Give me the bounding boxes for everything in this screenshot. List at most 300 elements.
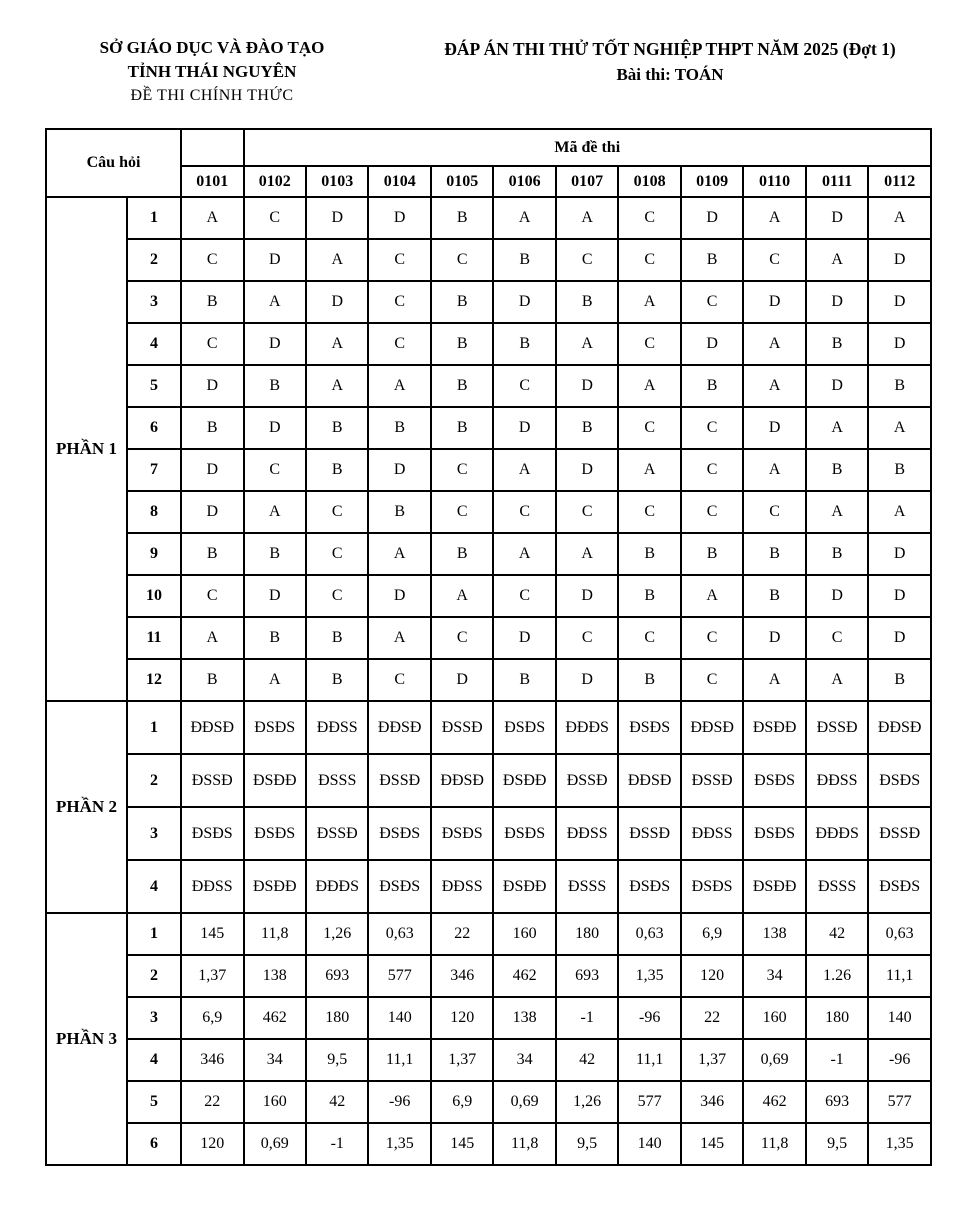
answer-cell: ĐĐSS bbox=[431, 860, 493, 913]
answer-cell: 1,37 bbox=[181, 955, 243, 997]
answer-cell: A bbox=[618, 365, 680, 407]
table-row bbox=[46, 491, 931, 533]
answer-cell: 1,35 bbox=[368, 1123, 430, 1165]
answer-cell: 22 bbox=[431, 913, 493, 955]
answer-cell: C bbox=[368, 281, 430, 323]
answer-cell: C bbox=[618, 197, 680, 239]
answer-cell: A bbox=[743, 449, 805, 491]
answer-cell: B bbox=[431, 407, 493, 449]
section-label: PHẦN 1 bbox=[46, 197, 127, 701]
answer-cell: C bbox=[306, 575, 368, 617]
answer-cell: C bbox=[431, 617, 493, 659]
answer-cell: A bbox=[743, 323, 805, 365]
answer-cell: A bbox=[556, 197, 618, 239]
table-row bbox=[46, 449, 931, 491]
exam-code-header: 0104 bbox=[368, 166, 430, 197]
table-row bbox=[46, 701, 931, 754]
answer-table-wrapper bbox=[45, 128, 932, 1166]
answer-cell: 160 bbox=[493, 913, 555, 955]
exam-code-header: 0105 bbox=[431, 166, 493, 197]
answer-cell: D bbox=[681, 197, 743, 239]
exam-code-header: 0109 bbox=[681, 166, 743, 197]
org-line-1: SỞ GIÁO DỤC VÀ ĐÀO TẠO bbox=[99, 38, 325, 57]
answer-cell: ĐSĐS bbox=[493, 701, 555, 754]
answer-cell: A bbox=[368, 533, 430, 575]
answer-cell: 11,8 bbox=[493, 1123, 555, 1165]
answer-cell: B bbox=[368, 407, 430, 449]
answer-cell: B bbox=[181, 533, 243, 575]
answer-cell: C bbox=[618, 407, 680, 449]
answer-cell: A bbox=[306, 323, 368, 365]
answer-cell: 11,1 bbox=[868, 955, 931, 997]
answer-cell: A bbox=[868, 491, 931, 533]
answer-cell: 180 bbox=[556, 913, 618, 955]
exam-subject: Bài thi: TOÁN bbox=[616, 65, 724, 84]
answer-cell: ĐSĐS bbox=[743, 807, 805, 860]
answer-cell: A bbox=[431, 575, 493, 617]
answer-cell: ĐĐSS bbox=[306, 701, 368, 754]
answer-cell: D bbox=[806, 365, 868, 407]
answer-cell: C bbox=[306, 533, 368, 575]
question-number: 6 bbox=[127, 407, 181, 449]
org-line-2: TỈNH THÁI NGUYÊN bbox=[127, 62, 297, 81]
answer-cell: ĐĐSĐ bbox=[181, 701, 243, 754]
answer-cell: 462 bbox=[743, 1081, 805, 1123]
answer-cell: B bbox=[556, 281, 618, 323]
answer-cell: 1,26 bbox=[556, 1081, 618, 1123]
answer-cell: ĐĐSĐ bbox=[431, 754, 493, 807]
answer-cell: 0,63 bbox=[368, 913, 430, 955]
answer-cell: 34 bbox=[493, 1039, 555, 1081]
table-row bbox=[46, 1081, 931, 1123]
question-number: 5 bbox=[127, 1081, 181, 1123]
table-row bbox=[46, 617, 931, 659]
section-label: PHẦN 2 bbox=[46, 701, 127, 913]
answer-cell: B bbox=[868, 365, 931, 407]
table-row bbox=[46, 323, 931, 365]
answer-cell: 145 bbox=[181, 913, 243, 955]
answer-cell: 120 bbox=[681, 955, 743, 997]
answer-cell: C bbox=[681, 617, 743, 659]
answer-cell: D bbox=[743, 407, 805, 449]
answer-cell: A bbox=[493, 197, 555, 239]
table-row bbox=[46, 197, 931, 239]
answer-cell: B bbox=[618, 575, 680, 617]
answer-cell: D bbox=[868, 533, 931, 575]
answer-cell: ĐSĐS bbox=[244, 701, 306, 754]
section-label: PHẦN 3 bbox=[46, 913, 127, 1165]
answer-cell: 346 bbox=[431, 955, 493, 997]
answer-cell: B bbox=[181, 281, 243, 323]
answer-cell: A bbox=[618, 449, 680, 491]
answer-cell: B bbox=[431, 281, 493, 323]
answer-cell: B bbox=[306, 659, 368, 701]
answer-cell: B bbox=[431, 365, 493, 407]
question-column-header: Câu hỏi bbox=[46, 129, 181, 197]
answer-cell: 9,5 bbox=[806, 1123, 868, 1165]
answer-cell: C bbox=[618, 239, 680, 281]
answer-cell: B bbox=[681, 533, 743, 575]
table-row bbox=[46, 239, 931, 281]
answer-cell: ĐĐSS bbox=[806, 754, 868, 807]
answer-cell: C bbox=[368, 659, 430, 701]
answer-cell: ĐSSĐ bbox=[681, 754, 743, 807]
answer-cell: 11,8 bbox=[743, 1123, 805, 1165]
answer-cell: C bbox=[493, 365, 555, 407]
answer-cell: D bbox=[244, 575, 306, 617]
answer-cell: C bbox=[181, 239, 243, 281]
answer-cell: 6,9 bbox=[431, 1081, 493, 1123]
answer-cell: B bbox=[743, 533, 805, 575]
question-number: 7 bbox=[127, 449, 181, 491]
answer-cell: B bbox=[743, 575, 805, 617]
question-number: 2 bbox=[127, 754, 181, 807]
answer-cell: B bbox=[681, 365, 743, 407]
table-row bbox=[46, 281, 931, 323]
answer-cell: B bbox=[181, 659, 243, 701]
answer-cell: D bbox=[244, 239, 306, 281]
answer-cell: 693 bbox=[806, 1081, 868, 1123]
answer-cell: D bbox=[556, 575, 618, 617]
answer-cell: ĐSĐĐ bbox=[743, 860, 805, 913]
answer-cell: 1,35 bbox=[868, 1123, 931, 1165]
answer-cell: D bbox=[556, 365, 618, 407]
question-number: 4 bbox=[127, 860, 181, 913]
answer-cell: C bbox=[806, 617, 868, 659]
answer-cell: ĐSĐĐ bbox=[493, 754, 555, 807]
answer-cell: 577 bbox=[868, 1081, 931, 1123]
answer-cell: ĐSĐS bbox=[431, 807, 493, 860]
answer-cell: ĐSĐS bbox=[493, 807, 555, 860]
answer-cell: 11,1 bbox=[368, 1039, 430, 1081]
answer-cell: B bbox=[868, 659, 931, 701]
answer-cell: ĐSĐS bbox=[868, 860, 931, 913]
answer-cell: C bbox=[618, 323, 680, 365]
answer-cell: 0,69 bbox=[743, 1039, 805, 1081]
answer-cell: ĐSĐS bbox=[368, 807, 430, 860]
document-title-block bbox=[390, 36, 950, 88]
exam-code-header: 0108 bbox=[618, 166, 680, 197]
answer-cell: -1 bbox=[806, 1039, 868, 1081]
answer-cell: 120 bbox=[431, 997, 493, 1039]
answer-cell: C bbox=[244, 197, 306, 239]
question-number: 3 bbox=[127, 997, 181, 1039]
answer-cell: -1 bbox=[556, 997, 618, 1039]
answer-cell: ĐSSS bbox=[556, 860, 618, 913]
answer-cell: C bbox=[181, 575, 243, 617]
question-number: 1 bbox=[127, 197, 181, 239]
org-line-3: ĐỀ THI CHÍNH THỨC bbox=[130, 87, 294, 104]
answer-cell: 346 bbox=[681, 1081, 743, 1123]
answer-cell: D bbox=[868, 575, 931, 617]
answer-cell: 6,9 bbox=[681, 913, 743, 955]
header-spacer-cell bbox=[181, 129, 243, 166]
answer-cell: B bbox=[493, 323, 555, 365]
answer-cell: ĐSSĐ bbox=[806, 701, 868, 754]
answer-cell: C bbox=[244, 449, 306, 491]
answer-cell: 42 bbox=[306, 1081, 368, 1123]
answer-cell: 462 bbox=[493, 955, 555, 997]
question-number: 12 bbox=[127, 659, 181, 701]
answer-cell: B bbox=[806, 323, 868, 365]
table-row bbox=[46, 1123, 931, 1165]
answer-cell: 42 bbox=[556, 1039, 618, 1081]
answer-cell: C bbox=[181, 323, 243, 365]
answer-cell: ĐĐSĐ bbox=[368, 701, 430, 754]
issuing-org-block bbox=[45, 36, 379, 108]
answer-cell: D bbox=[493, 407, 555, 449]
answer-cell: ĐĐĐS bbox=[806, 807, 868, 860]
answer-cell: ĐSSĐ bbox=[618, 807, 680, 860]
page-title: ĐÁP ÁN THI THỬ TỐT NGHIỆP THPT NĂM 2025 (Đợt 1) bbox=[444, 39, 896, 59]
question-number: 4 bbox=[127, 1039, 181, 1081]
answer-cell: ĐSSS bbox=[806, 860, 868, 913]
answer-cell: A bbox=[556, 533, 618, 575]
answer-cell: A bbox=[368, 617, 430, 659]
answer-cell: 0,63 bbox=[618, 913, 680, 955]
answer-cell: 0,69 bbox=[493, 1081, 555, 1123]
answer-cell: C bbox=[368, 239, 430, 281]
exam-code-header: 0110 bbox=[743, 166, 805, 197]
question-number: 2 bbox=[127, 955, 181, 997]
answer-cell: C bbox=[431, 449, 493, 491]
answer-cell: C bbox=[681, 491, 743, 533]
answer-cell: D bbox=[556, 449, 618, 491]
answer-cell: ĐSSĐ bbox=[368, 754, 430, 807]
answer-cell: A bbox=[556, 323, 618, 365]
exam-code-header: 0103 bbox=[306, 166, 368, 197]
answer-cell: D bbox=[181, 449, 243, 491]
answer-cell: D bbox=[306, 197, 368, 239]
answer-cell: ĐĐSS bbox=[181, 860, 243, 913]
table-row bbox=[46, 860, 931, 913]
table-row bbox=[46, 754, 931, 807]
answer-cell: B bbox=[244, 365, 306, 407]
answer-cell: C bbox=[681, 659, 743, 701]
answer-cell: C bbox=[493, 491, 555, 533]
answer-cell: 346 bbox=[181, 1039, 243, 1081]
question-number: 2 bbox=[127, 239, 181, 281]
answer-cell: A bbox=[493, 533, 555, 575]
answer-cell: A bbox=[868, 197, 931, 239]
question-number: 3 bbox=[127, 281, 181, 323]
answer-cell: A bbox=[181, 197, 243, 239]
answer-cell: D bbox=[493, 281, 555, 323]
answer-cell: 577 bbox=[368, 955, 430, 997]
answer-cell: 6,9 bbox=[181, 997, 243, 1039]
answer-cell: 1,37 bbox=[681, 1039, 743, 1081]
answer-cell: ĐSĐS bbox=[618, 701, 680, 754]
answer-cell: 1,26 bbox=[306, 913, 368, 955]
answer-cell: A bbox=[806, 407, 868, 449]
answer-cell: ĐSSĐ bbox=[306, 807, 368, 860]
answer-cell: 160 bbox=[743, 997, 805, 1039]
exam-code-header: 0107 bbox=[556, 166, 618, 197]
answer-cell: 0,69 bbox=[244, 1123, 306, 1165]
answer-cell: ĐĐĐS bbox=[556, 701, 618, 754]
answer-cell: C bbox=[681, 281, 743, 323]
answer-cell: -96 bbox=[368, 1081, 430, 1123]
table-row bbox=[46, 997, 931, 1039]
exam-code-group-header: Mã đề thi bbox=[244, 129, 932, 166]
answer-cell: ĐĐĐS bbox=[306, 860, 368, 913]
answer-cell: A bbox=[244, 281, 306, 323]
answer-cell: B bbox=[306, 449, 368, 491]
answer-cell: C bbox=[493, 575, 555, 617]
answer-cell: D bbox=[181, 491, 243, 533]
answer-cell: D bbox=[806, 281, 868, 323]
answer-cell: ĐSSS bbox=[306, 754, 368, 807]
answer-cell: D bbox=[806, 197, 868, 239]
answer-cell: -96 bbox=[618, 997, 680, 1039]
answer-cell: C bbox=[681, 449, 743, 491]
answer-cell: A bbox=[368, 365, 430, 407]
answer-cell: ĐSSĐ bbox=[556, 754, 618, 807]
answer-cell: ĐSĐS bbox=[244, 807, 306, 860]
answer-cell: ĐSĐĐ bbox=[244, 754, 306, 807]
answer-cell: C bbox=[431, 239, 493, 281]
answer-cell: 22 bbox=[181, 1081, 243, 1123]
answer-cell: D bbox=[431, 659, 493, 701]
answer-cell: A bbox=[244, 491, 306, 533]
exam-code-header: 0101 bbox=[181, 166, 243, 197]
question-number: 1 bbox=[127, 701, 181, 754]
answer-cell: A bbox=[244, 659, 306, 701]
answer-cell: C bbox=[368, 323, 430, 365]
answer-cell: 9,5 bbox=[306, 1039, 368, 1081]
answer-cell: 160 bbox=[244, 1081, 306, 1123]
table-row bbox=[46, 407, 931, 449]
answer-cell: B bbox=[306, 407, 368, 449]
answer-cell: ĐSĐS bbox=[368, 860, 430, 913]
answer-cell: D bbox=[181, 365, 243, 407]
question-number: 6 bbox=[127, 1123, 181, 1165]
table-row bbox=[46, 955, 931, 997]
answer-cell: B bbox=[244, 617, 306, 659]
answer-cell: 180 bbox=[306, 997, 368, 1039]
answer-cell: 120 bbox=[181, 1123, 243, 1165]
question-number: 4 bbox=[127, 323, 181, 365]
answer-cell: D bbox=[306, 281, 368, 323]
answer-cell: 140 bbox=[368, 997, 430, 1039]
question-number: 5 bbox=[127, 365, 181, 407]
answer-cell: D bbox=[368, 449, 430, 491]
answer-cell: -1 bbox=[306, 1123, 368, 1165]
table-row bbox=[46, 365, 931, 407]
answer-cell: C bbox=[618, 617, 680, 659]
exam-code-header: 0102 bbox=[244, 166, 306, 197]
table-row bbox=[46, 807, 931, 860]
answer-cell: C bbox=[556, 491, 618, 533]
question-number: 8 bbox=[127, 491, 181, 533]
question-number: 1 bbox=[127, 913, 181, 955]
answer-cell: ĐĐSĐ bbox=[868, 701, 931, 754]
answer-cell: D bbox=[868, 617, 931, 659]
answer-cell: D bbox=[244, 323, 306, 365]
answer-cell: C bbox=[556, 239, 618, 281]
table-row bbox=[46, 913, 931, 955]
answer-cell: B bbox=[618, 659, 680, 701]
answer-cell: 145 bbox=[431, 1123, 493, 1165]
answer-cell: A bbox=[181, 617, 243, 659]
answer-cell: B bbox=[806, 449, 868, 491]
answer-cell: A bbox=[806, 239, 868, 281]
answer-cell: C bbox=[743, 239, 805, 281]
answer-cell: D bbox=[806, 575, 868, 617]
answer-cell: D bbox=[743, 617, 805, 659]
answer-cell: C bbox=[743, 491, 805, 533]
answer-cell: ĐSĐĐ bbox=[244, 860, 306, 913]
question-number: 3 bbox=[127, 807, 181, 860]
answer-cell: 42 bbox=[806, 913, 868, 955]
answer-cell: 140 bbox=[618, 1123, 680, 1165]
answer-cell: 138 bbox=[493, 997, 555, 1039]
answer-cell: A bbox=[306, 239, 368, 281]
answer-cell: B bbox=[493, 239, 555, 281]
answer-cell: D bbox=[244, 407, 306, 449]
answer-cell: B bbox=[306, 617, 368, 659]
answer-cell: ĐĐSS bbox=[556, 807, 618, 860]
answer-cell: C bbox=[431, 491, 493, 533]
answer-cell: B bbox=[556, 407, 618, 449]
answer-cell: C bbox=[556, 617, 618, 659]
answer-cell: B bbox=[431, 533, 493, 575]
answer-cell: D bbox=[868, 323, 931, 365]
answer-cell: C bbox=[306, 491, 368, 533]
answer-cell: ĐSĐS bbox=[868, 754, 931, 807]
exam-code-header: 0112 bbox=[868, 166, 931, 197]
answer-cell: D bbox=[493, 617, 555, 659]
answer-cell: B bbox=[618, 533, 680, 575]
answer-cell: 9,5 bbox=[556, 1123, 618, 1165]
answer-cell: A bbox=[743, 197, 805, 239]
answer-cell: B bbox=[431, 323, 493, 365]
answer-cell: D bbox=[556, 659, 618, 701]
answer-cell: 145 bbox=[681, 1123, 743, 1165]
answer-cell: 693 bbox=[306, 955, 368, 997]
answer-cell: 180 bbox=[806, 997, 868, 1039]
answer-cell: 577 bbox=[618, 1081, 680, 1123]
answer-cell: 140 bbox=[868, 997, 931, 1039]
answer-cell: B bbox=[493, 659, 555, 701]
answer-cell: 693 bbox=[556, 955, 618, 997]
answer-cell: A bbox=[806, 491, 868, 533]
answer-cell: 11,1 bbox=[618, 1039, 680, 1081]
answer-cell: A bbox=[743, 659, 805, 701]
question-number: 10 bbox=[127, 575, 181, 617]
answer-cell: 34 bbox=[743, 955, 805, 997]
answer-cell: A bbox=[743, 365, 805, 407]
answer-cell: ĐSSĐ bbox=[181, 754, 243, 807]
answer-cell: B bbox=[681, 239, 743, 281]
answer-cell: ĐĐSĐ bbox=[618, 754, 680, 807]
answer-cell: 11,8 bbox=[244, 913, 306, 955]
answer-cell: D bbox=[368, 575, 430, 617]
answer-cell: D bbox=[368, 197, 430, 239]
table-row bbox=[46, 1039, 931, 1081]
answer-cell: 1,37 bbox=[431, 1039, 493, 1081]
answers-tbody bbox=[46, 197, 931, 1165]
answer-cell: A bbox=[493, 449, 555, 491]
answer-cell: 138 bbox=[743, 913, 805, 955]
answer-cell: B bbox=[431, 197, 493, 239]
answer-cell: ĐSĐS bbox=[618, 860, 680, 913]
exam-code-header: 0106 bbox=[493, 166, 555, 197]
answer-cell: ĐSĐĐ bbox=[743, 701, 805, 754]
answer-cell: A bbox=[306, 365, 368, 407]
answer-cell: 22 bbox=[681, 997, 743, 1039]
question-number: 9 bbox=[127, 533, 181, 575]
